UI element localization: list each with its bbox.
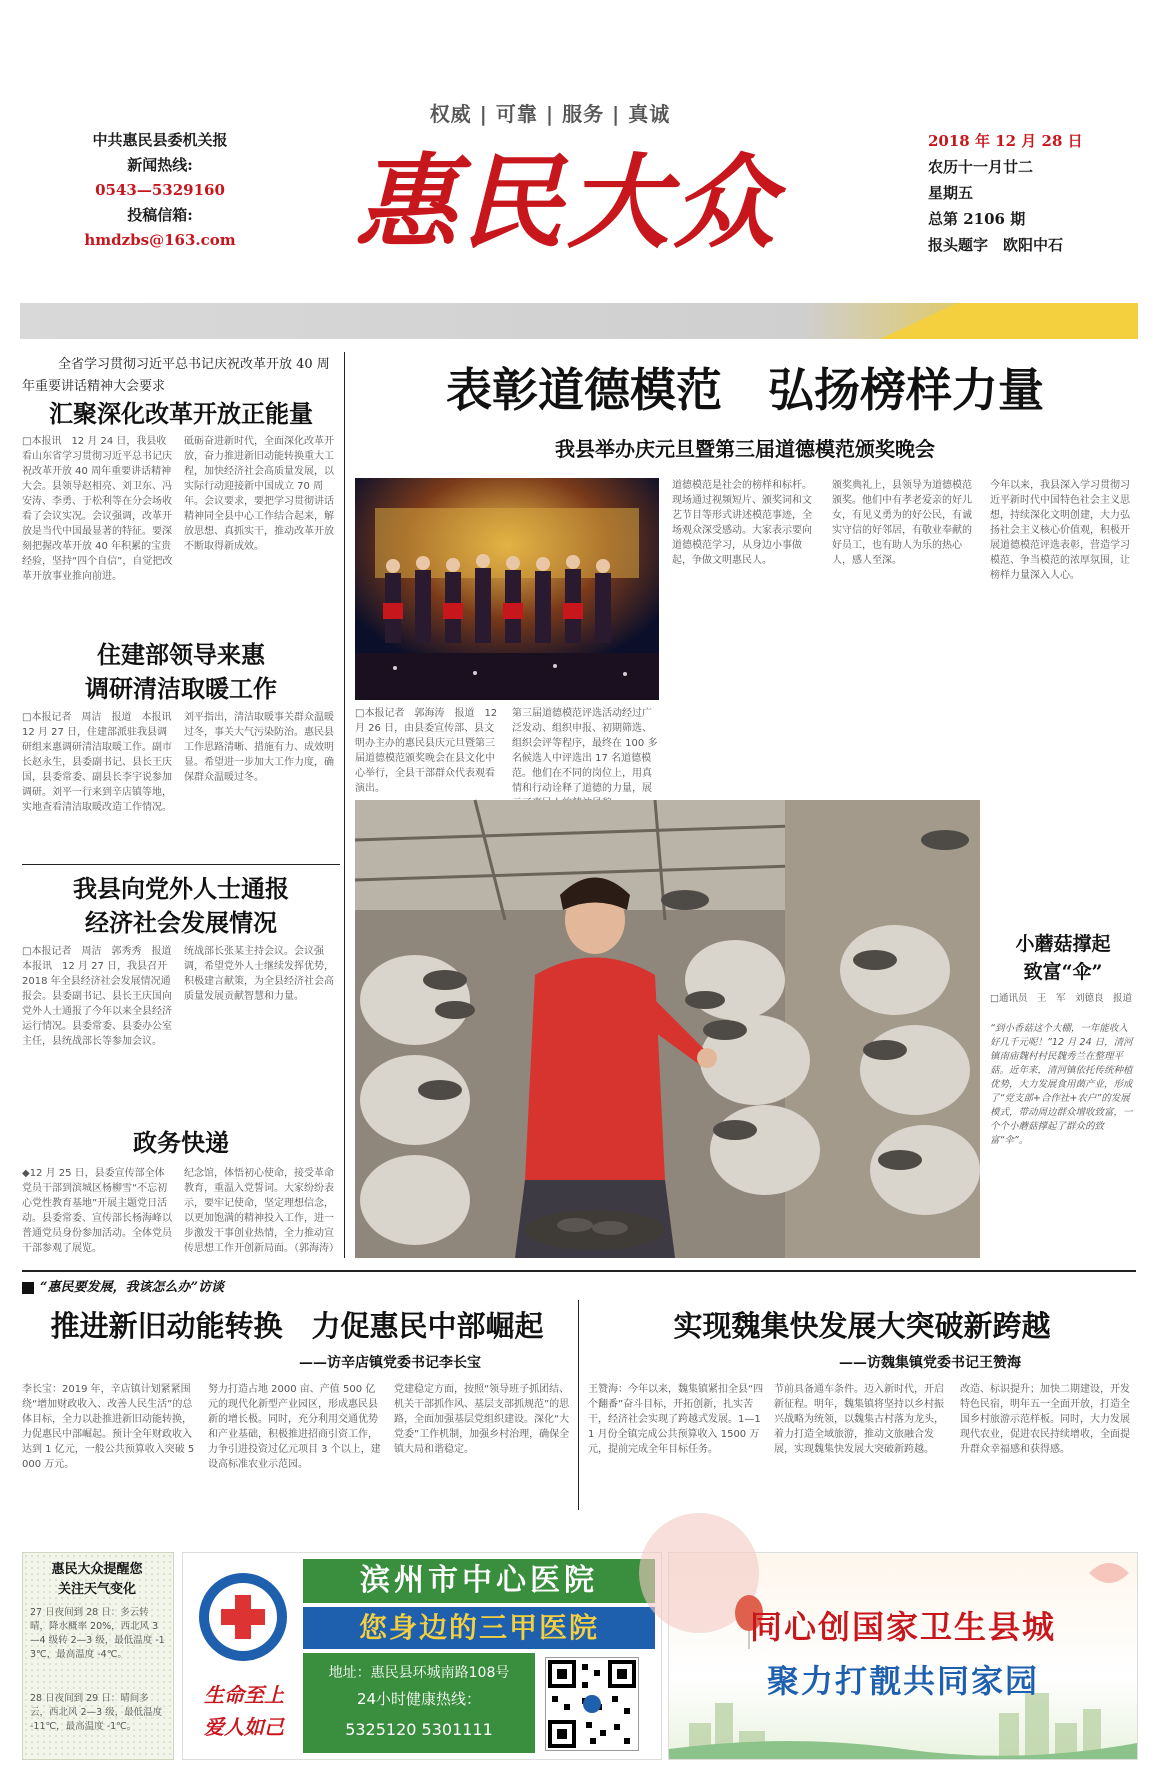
interview-right-col3: 改造、标识提升；加快二期建设，开发特色民宿，明年五一全面开放，打造全国乡村旅游示范样板。同时，大力发展现代农业，促进农民持续增收，全面提升群众幸福感和获得感。 [960,1384,1130,1455]
mushroom-byline: □通讯员 王 军 刘德良 报道 [990,993,1132,1004]
mushroom-headline-line2: 致富“伞” [1023,961,1103,983]
hospital-address: 地址：惠民县环城南路108号 [328,1665,510,1681]
masthead-left-info [70,128,250,253]
masthead-lunar: 农历十一月廿二 [928,158,1034,176]
lead-photo-caption: □本报记者 郭海涛 报道 12 月 26 日，由县委宣传部、县文明办主办的惠民县庆元旦暨第三届道德模范颁奖晚会在县文化中心举行，全县干部群众代表观看演出。 [355,708,498,794]
series-label: “惠民要发展，我该怎么办”访谈 [40,1280,224,1295]
story2-headline-line2: 调研清洁取暖工作 [85,674,277,703]
mushroom-farm-photo [355,800,980,1258]
mushroom-body: “到小香菇这个大棚，一年能收入好几千元呢！”12 月 24 日，清河镇南庙魏村村民魏秀兰在整理平菇。近年来，清河镇依托传统种植优势，大力发展食用菌产业，形成了“党支部+合作社+农户”的发展模式，带动周边群众增收致富，一个个小蘑菇撑起了群众的致富“伞”。 [990,1023,1133,1146]
interview-left-col3: 党建稳定方面，按照“领导班子抓团结、机关干部抓作风、基层支部抓规范”的思路，全面加强基层党组织建设。深化“大党委”工作机制，加强乡村治理，确保全镇大局和谐稳定。 [394,1384,570,1455]
lead-col2: 道德模范是社会的榜样和标杆。现场通过视频短片、颁奖词和文艺节目等形式讲述模范事迹，全场观众深受感动。大家表示要向道德模范学习，从身边小事做起，争做文明惠民人。 [672,480,812,566]
story3-headline-line2: 经济社会发展情况 [85,908,277,937]
interview-divider [578,1300,579,1510]
masthead-title: 惠民大众 [355,143,779,263]
story1-col2: 砥砺奋进新时代，全面深化改革开放，奋力推进新旧动能转换重大工程，加快经济社会高质量发展，以实际行动迎接新中国成立 70 周年。会议要求，要把学习贯彻讲话精神同全县中心工作结合起来，解放思想、真抓实干，推动改革开放不断取得新成效。 [184,436,334,552]
hospital-ad[interactable] [182,1552,662,1760]
hospital-name: 滨州市中心医院 [360,1563,598,1598]
masthead-date: 2018 年 12 月 28 日 [928,132,1083,150]
health-city-ad[interactable] [668,1552,1138,1760]
story2-headline-line1: 住建部领导来惠 [97,640,265,669]
story3-headline-line1: 我县向党外人士通报 [73,874,289,903]
story4-headline: 政务快递 [133,1128,229,1157]
health-city-decoration [669,1553,1137,1759]
lead-subhead: 我县举办庆元旦暨第三届道德模范颁奖晚会 [555,437,935,461]
weather-title-line1: 惠民大众提醒您 [51,1562,143,1577]
hospital-phones: 5325120 5301111 [345,1720,493,1739]
hospital-hotline-label: 24小时健康热线： [356,1690,482,1708]
weather-title-line2: 关注天气变化 [57,1582,136,1597]
masthead-issue: 总第 2106 期 [928,210,1026,228]
masthead-org: 中共惠民县委机关报 [92,131,228,149]
interview-right-subhead: ——访魏集镇党委书记王赞海 [839,1355,1021,1371]
lead-col1: 第三届道德模范评选活动经过广泛发动、组织申报、初期筛选、组织会评等程序，最终在 100 多名候选人中评选出 17 名道德模范。他们在不同的岗位上，用真情和行动诠释了道德的力量，展 [512,708,658,794]
story4-col1: ◆12 月 25 日，县委宣传部全体党员干部到滨城区杨柳雪“不忘初心党性教育基地”开展主题党日活动。县委常委、宣传部长杨海峰以普通党员身份参加活动。全体党员干部参观了展览。 [22,1168,172,1254]
story1-headline: 汇聚深化改革开放正能量 [49,399,313,428]
masthead-weekday: 星期五 [928,184,974,202]
column-divider [344,352,345,1258]
interview-left-col2: 努力打造占地 2000 亩、产值 500 亿元的现代化新型产业园区，形成惠民县新的增长极。同时，充分利用交通优势和产业基础，积极推进招商引资工作，力争引进投资过亿元项目 3 个以上，建设高标准农业示范园。 [208,1384,381,1470]
lead-col4: 今年以来，我县深入学习贯彻习近平新时代中国特色社会主义思想，持续深化文明创建，大力弘扬社会主义核心价值观，积极开展道德模范评选表彰，营造学习模范、争当模范的浓厚氛围，让榜样力量深入人心。 [990,480,1130,581]
mushroom-greenhouse-illustration [355,800,980,1258]
series-rule [22,1270,1136,1272]
masthead-hotline: 0543—5329160 [95,181,225,199]
masthead-hotline-label: 新闻热线: [127,156,193,174]
story1-col1: □本报讯 12 月 24 日，我县收看山东省学习贯彻习近平总书记庆祝改革开放 40 周年重要讲话精神大会。县领导赵相亮、刘卫东、冯安涛、李勇、于松利等在分会场收看了会议实况。会议强调，改革开放是当代中国最显著的特征。要深刻把握改革开放 40 年积累的宝贵经验，坚持“四个自信”，自觉把改革开放事业推向前进。 [22,436,173,582]
story3-col1: □本报记者 周洁 郭秀秀 报道 本报讯 12 月 27 日，我县召开 2018 年全县经济社会发展情况通报会。县委副书记、县长王庆国向党外人士通报了今年以来全县经济运行情况。县委常委、县委办公室主任，县统战部长等参加会议。 [22,946,182,1047]
interview-right-col2: 节前具备通车条件。迈入新时代，开启新征程。明年，魏集镇将坚持以乡村振兴战略为统领，以魏集古村落为龙头，着力打造全域旅游，推动文旅融合发展，实现魏集快发展大突破新跨越。 [774,1384,944,1455]
hospital-motto-line2: 爱人如己 [204,1715,284,1739]
weather-forecast-2: 28 日夜间到 29 日：晴间多云，西北风 2—3 级，最低温度 -11℃，最高温度 -1℃。 [30,1693,163,1732]
health-ad-line2: 聚力打靓共同家园 [766,1662,1039,1700]
story4-col2: 纪念馆，体悟初心使命，接受革命教育，重温入党誓词。大家纷纷表示，要牢记使命，坚定理想信念，以更加饱满的精神投入工作，进一步激发干事创业热情，全力推动宣传思想工作开创新局面。（郭海涛） [184,1168,339,1254]
story2-col1: □本报记者 周洁 报道 本报讯 12 月 27 日，住建部派驻我县调研组来惠调研清洁取暖工作。副市长赵永生，县委副书记、县长王庆国，县委常委、副县长李宇说参加调研。刘平一行来到辛店镇等地，实地查看清洁取暖改造工作情况。 [22,712,182,813]
mushroom-headline-line1: 小蘑菇撑起 [1015,933,1111,955]
story2-col2: 刘平指出，清洁取暖事关群众温暖过冬，事关大气污染防治。惠民县工作思路清晰、措施有力、成效明显。希望进一步加大工作力度，确保群众温暖过冬。 [184,712,334,783]
health-ad-line1: 同心创国家卫生县城 [749,1608,1056,1646]
interview-left-subhead: ——访辛店镇党委书记李长宝 [299,1355,481,1371]
hospital-qr-code-icon[interactable] [545,1657,639,1751]
series-label-marker [22,1282,34,1294]
lead-col3: 颁奖典礼上，县领导为道德模范颁奖。他们中有孝老爱亲的好儿女，有见义勇为的好公民，有诚实守信的好邻居，有敬业奉献的好员工，也有助人为乐的热心人，感人至深。 [832,480,972,566]
masthead-slogan: 权威 | 可靠 | 服务 | 真诚 [429,102,671,126]
masthead-right-info [928,128,1098,258]
story1-kicker: 全省学习贯彻习近平总书记庆祝改革开放 40 周年重要讲话精神大会要求 [22,357,330,394]
interview-left-col1: 李长宝：2019 年，辛店镇计划紧紧围绕“增加财政收入、改善人民生活”的总体目标，全力以赴推进新旧动能转换，力促惠民中部崛起。预计全年财政收入达到 1 亿元，一般公共预算收入突破 5000 万元。 [22,1384,195,1470]
award-ceremony-illustration [355,478,659,700]
masthead-calligraphy: 报头题字 欧阳中石 [928,236,1064,254]
hospital-motto-line1: 生命至上 [204,1683,284,1707]
interview-right-col1: 王赞海：今年以来，魏集镇紧扣全县“四个翻番”奋斗目标，开拓创新，扎实苦干，经济社会实现了跨越式发展。1—11 月份全镇完成公共预算收入 1500 万元，提前完成全年目标任务。 [588,1384,764,1455]
interview-left-headline: 推进新旧动能转换 力促惠民中部崛起 [50,1309,544,1343]
masthead-email-label: 投稿信箱: [127,206,193,224]
masthead-email: hmdzbs@163.com [84,231,236,249]
award-ceremony-photo [355,478,659,700]
hospital-logo-icon [199,1573,287,1661]
weather-forecast-1: 27 日夜间到 28 日：多云转晴，降水概率 20%，西北风 3—4 级转 2—3 级，最低温度 -13℃，最高温度 -4℃。 [30,1607,165,1660]
lead-headline: 表彰道德模范 弘扬榜样力量 [446,363,1044,417]
story3-col2: 统战部长张某主持会议。会议强调，希望党外人士继续发挥优势，积极建言献策，为全县经济社会高质量发展贡献智慧和力量。 [184,946,334,1002]
hospital-slogan: 您身边的三甲医院 [358,1611,599,1644]
interview-right-headline: 实现魏集快发展大突破新跨越 [673,1309,1051,1343]
story-divider [22,864,340,865]
